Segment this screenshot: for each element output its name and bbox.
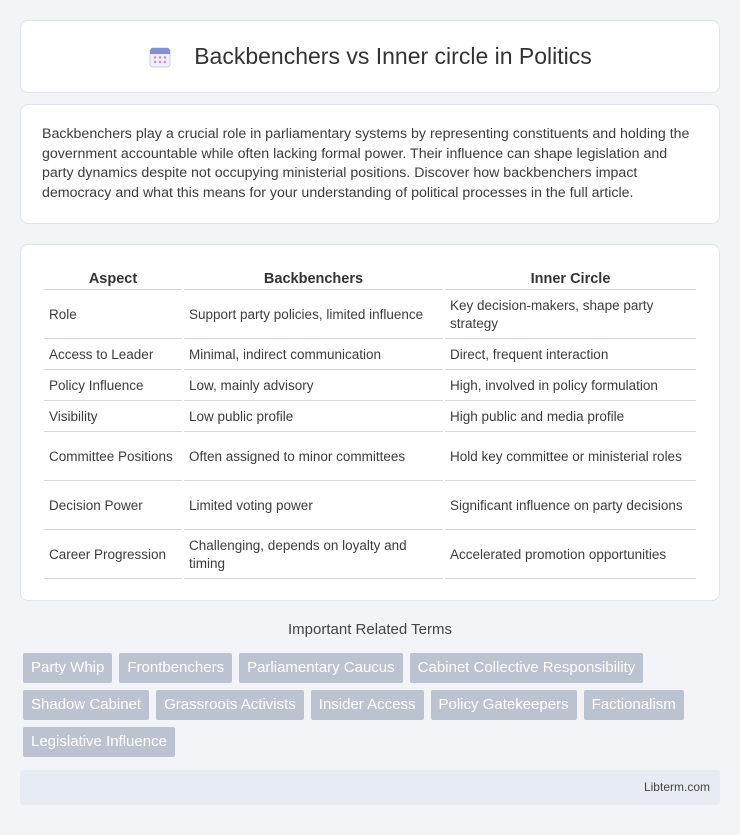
table-cell-aspect: Visibility [44, 401, 182, 432]
related-terms-tags [23, 653, 723, 764]
table-cell-aspect: Role [44, 290, 182, 339]
intro-card [20, 104, 720, 224]
table-row [44, 481, 696, 530]
table-cell-backbenchers: Low public profile [184, 401, 443, 432]
tag-party-whip[interactable]: Party Whip [23, 653, 112, 683]
table-cell-backbenchers: Challenging, depends on loyalty and timing [184, 530, 443, 579]
related-terms-title: Important Related Terms [288, 621, 452, 638]
tag-shadow-cabinet[interactable]: Shadow Cabinet [23, 690, 149, 720]
table-header-row [44, 265, 696, 290]
table-cell-inner-circle: Significant influence on party decisions [445, 481, 696, 530]
comparison-table [42, 265, 698, 579]
column-header-aspect: Aspect [44, 265, 182, 290]
tag-legislative-influence[interactable]: Legislative Influence [23, 727, 175, 757]
tag-grassroots-activists[interactable]: Grassroots Activists [156, 690, 304, 720]
table-cell-backbenchers: Minimal, indirect communication [184, 339, 443, 370]
column-header-inner-circle: Inner Circle [445, 265, 696, 290]
table-row [44, 530, 696, 579]
table-cell-inner-circle: Hold key committee or ministerial roles [445, 432, 696, 481]
table-row [44, 290, 696, 339]
tag-cabinet-collective-responsibility[interactable]: Cabinet Collective Responsibility [410, 653, 644, 683]
table-cell-aspect: Committee Positions [44, 432, 182, 481]
intro-paragraph: Backbenchers play a crucial role in parliamentary systems by representing constituents and holding the government accountable while often lacking formal power. Their influence can shape legislation and party dynamics despite not occupying ministerial positions. Discover how backbenchers impact democracy and what this means for your understanding of political processes in the full article. [42, 126, 690, 201]
tag-factionalism[interactable]: Factionalism [584, 690, 684, 720]
table-cell-inner-circle: High, involved in policy formulation [445, 370, 696, 401]
tag-parliamentary-caucus[interactable]: Parliamentary Caucus [239, 653, 403, 683]
table-cell-aspect: Policy Influence [44, 370, 182, 401]
tag-policy-gatekeepers[interactable]: Policy Gatekeepers [431, 690, 577, 720]
calendar-icon [148, 45, 172, 69]
table-cell-aspect: Career Progression [44, 530, 182, 579]
table-row [44, 432, 696, 481]
table-cell-backbenchers: Low, mainly advisory [184, 370, 443, 401]
table-row [44, 370, 696, 401]
footer-site-link[interactable]: Libterm.com [643, 780, 710, 794]
table-cell-inner-circle: Direct, frequent interaction [445, 339, 696, 370]
header-card [20, 20, 720, 93]
table-row [44, 401, 696, 432]
table-cell-backbenchers: Often assigned to minor committees [184, 432, 443, 481]
comparison-table-card [20, 244, 720, 601]
column-header-backbenchers: Backbenchers [184, 265, 443, 290]
page-title: Backbenchers vs Inner circle in Politics [194, 43, 592, 69]
table-cell-backbenchers: Limited voting power [184, 481, 443, 530]
tag-frontbenchers[interactable]: Frontbenchers [119, 653, 232, 683]
table-cell-inner-circle: Accelerated promotion opportunities [445, 530, 696, 579]
table-cell-backbenchers: Support party policies, limited influence [184, 290, 443, 339]
table-cell-aspect: Access to Leader [44, 339, 182, 370]
table-cell-inner-circle: High public and media profile [445, 401, 696, 432]
table-cell-aspect: Decision Power [44, 481, 182, 530]
tag-insider-access[interactable]: Insider Access [311, 690, 424, 720]
footer [20, 770, 720, 805]
table-cell-inner-circle: Key decision-makers, shape party strategy [445, 290, 696, 339]
table-row [44, 339, 696, 370]
